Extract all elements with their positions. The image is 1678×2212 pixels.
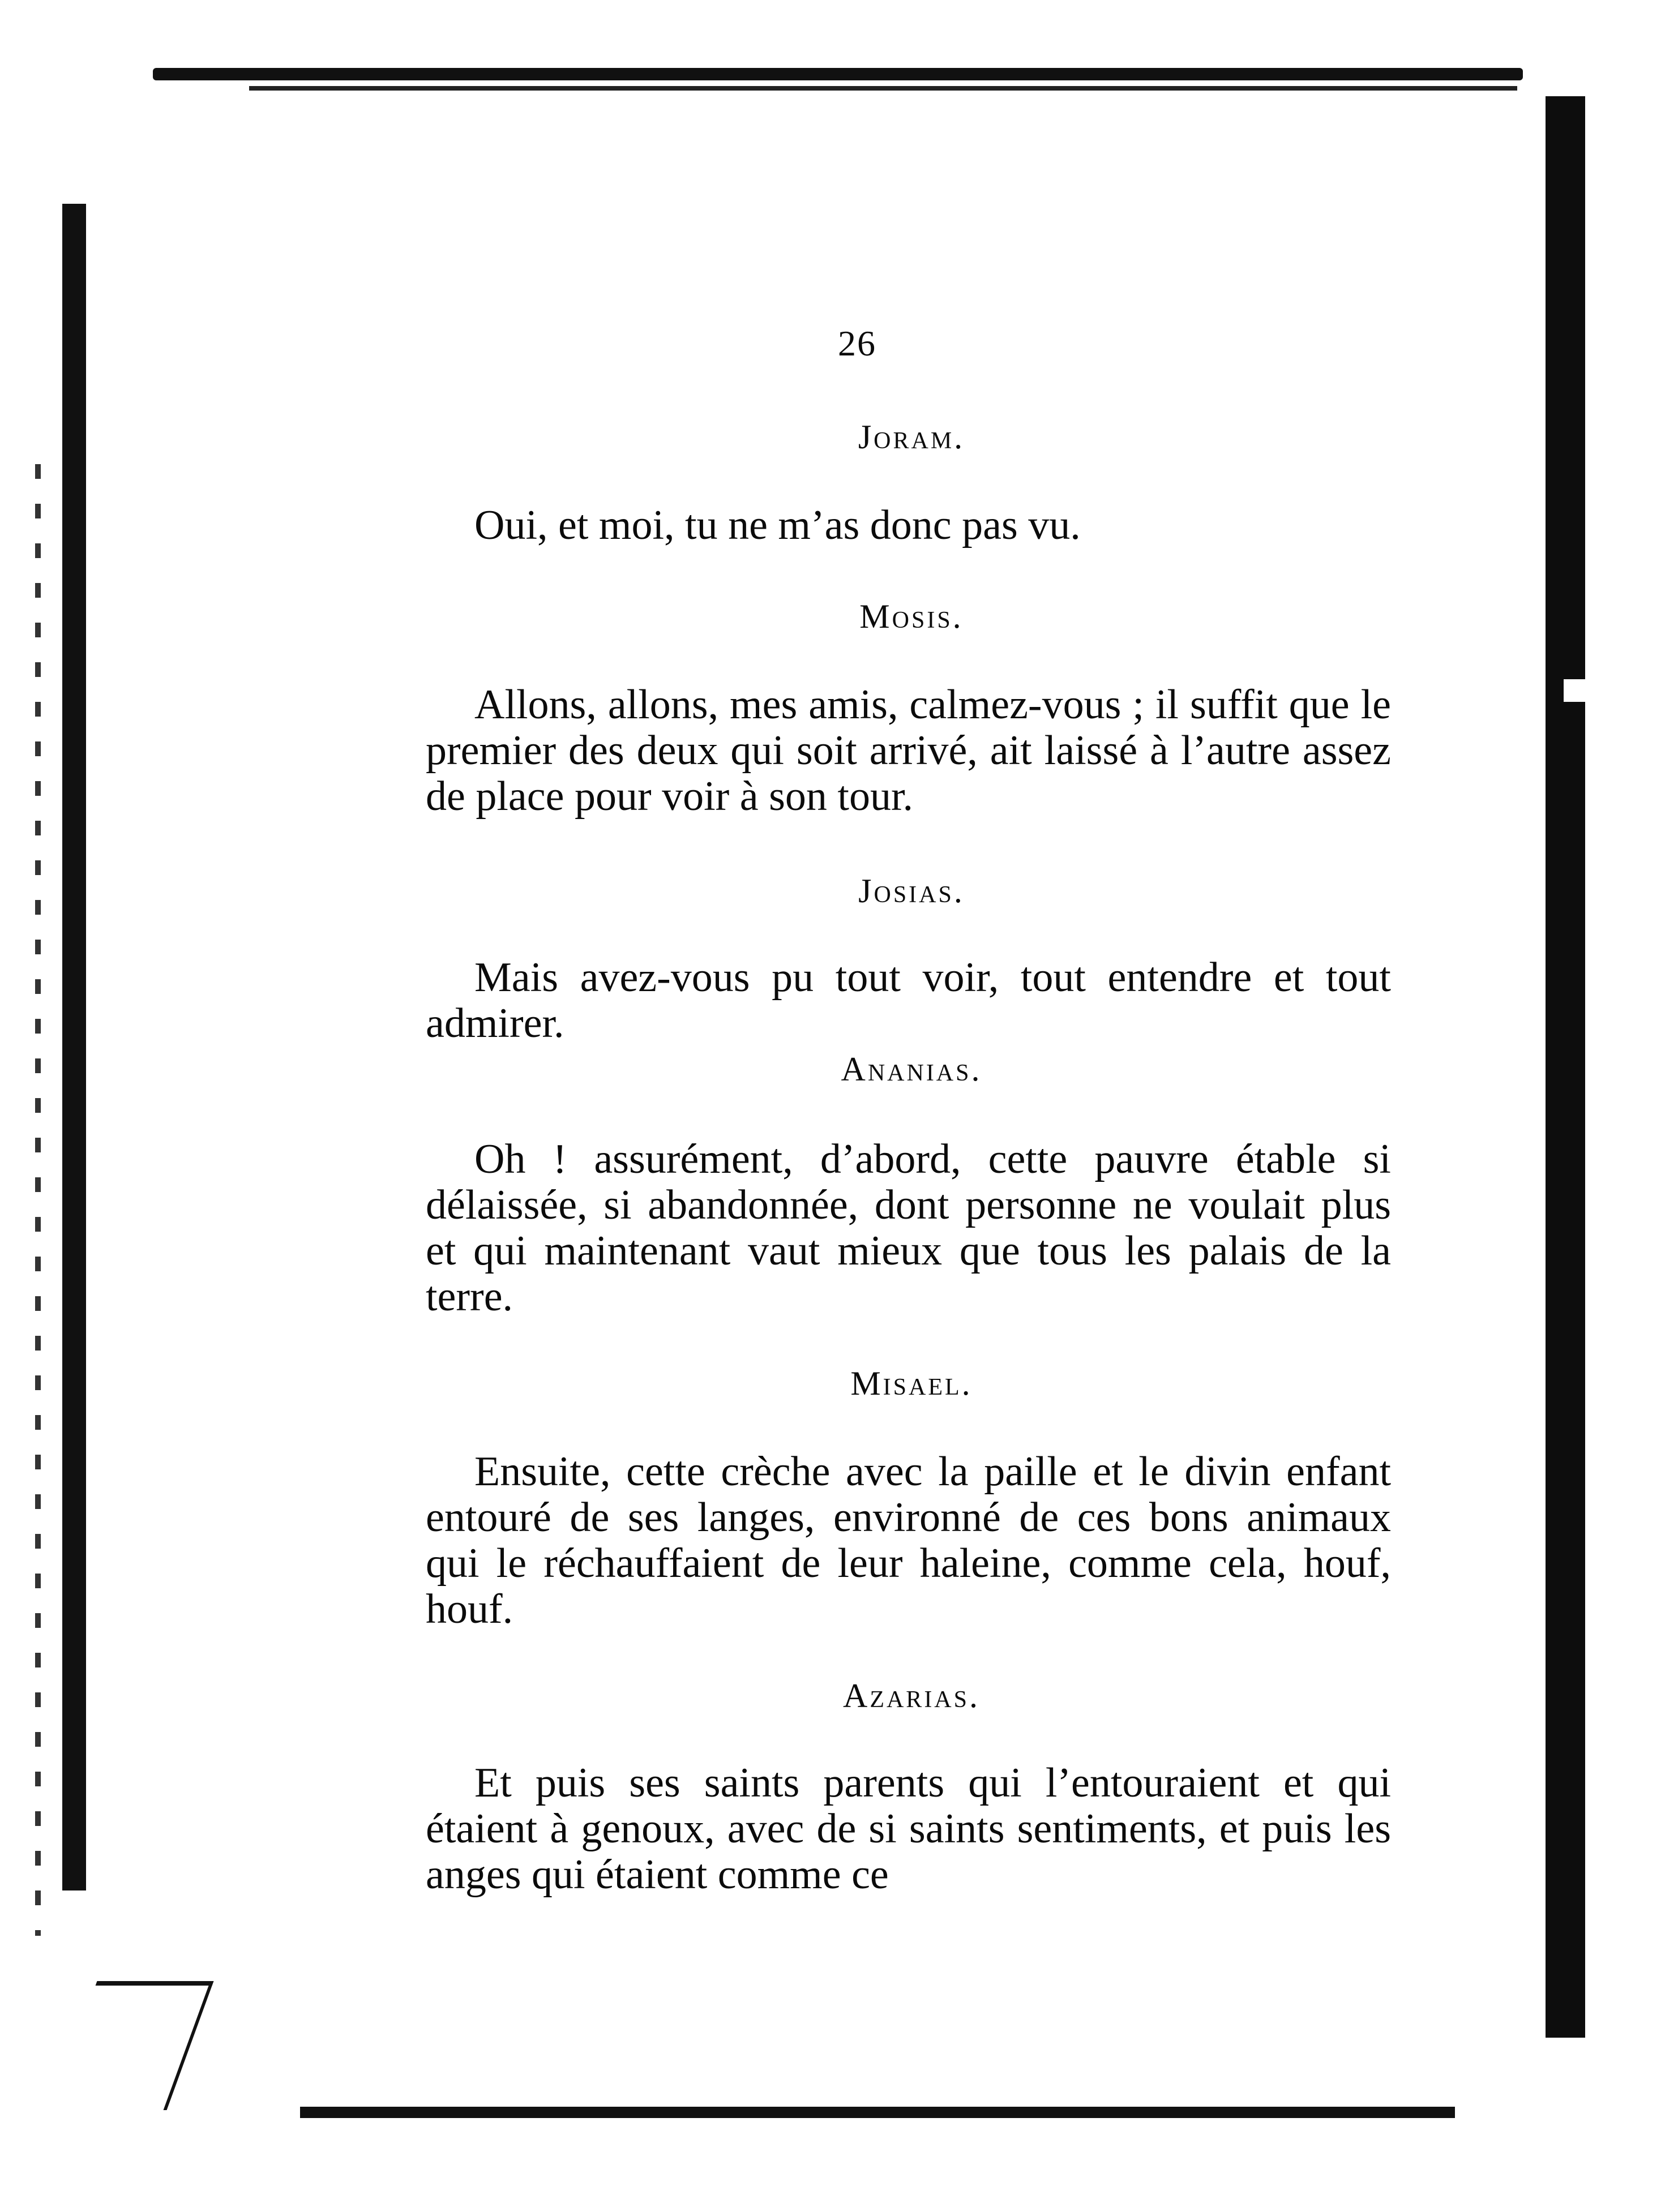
page-number: 26 bbox=[838, 323, 876, 363]
page-corner-fold bbox=[50, 1981, 214, 2110]
speaker-name: Mosis. bbox=[859, 598, 964, 635]
page-edge-right bbox=[1546, 96, 1585, 2038]
page-edge-top bbox=[153, 68, 1523, 80]
speech-text: Mais avez-vous pu tout voir, tout entendre et tout admirer. bbox=[426, 954, 1391, 1047]
speech-text: Oui, et moi, tu ne m’as donc pas vu. bbox=[474, 502, 1081, 548]
page-edge-bottom bbox=[300, 2107, 1455, 2118]
page-edge-top-inner bbox=[249, 86, 1517, 91]
speech-text: Ensuite, cette crèche avec la paille et le divin enfant entouré de ses langes, environné de ces bons animaux qui le réchauffaient de leur haleine, comme cela, houf, houf. bbox=[426, 1448, 1391, 1632]
page-edge-right-notch bbox=[1564, 679, 1586, 702]
speech-text: Oh ! assurément, d’abord, cette pauvre étable si délaissée, si abandonnée, dont personne ne voulait plus et qui maintenant vaut mieux que tous les palais de la terre. bbox=[426, 1136, 1391, 1320]
speaker-name: Azarias. bbox=[842, 1677, 980, 1714]
speaker-name: Ananias. bbox=[841, 1051, 982, 1088]
speaker-name: Josias. bbox=[858, 872, 965, 910]
page-edge-left bbox=[62, 204, 86, 1891]
speech-text: Et puis ses saints parents qui l’entouraient et qui étaient à genoux, avec de si saints sentiments, et puis les anges qui étaient comme ce bbox=[426, 1760, 1391, 1898]
speaker-name: Joram. bbox=[858, 418, 965, 456]
speaker-name: Misael. bbox=[850, 1365, 973, 1402]
speech-text: Allons, allons, mes amis, calmez-vous ; il suffit que le premier des deux qui soit arrivé, ait laissé à l’autre assez de place pour voir à son tour. bbox=[426, 681, 1391, 820]
page-edge-left-outer bbox=[35, 464, 41, 1936]
